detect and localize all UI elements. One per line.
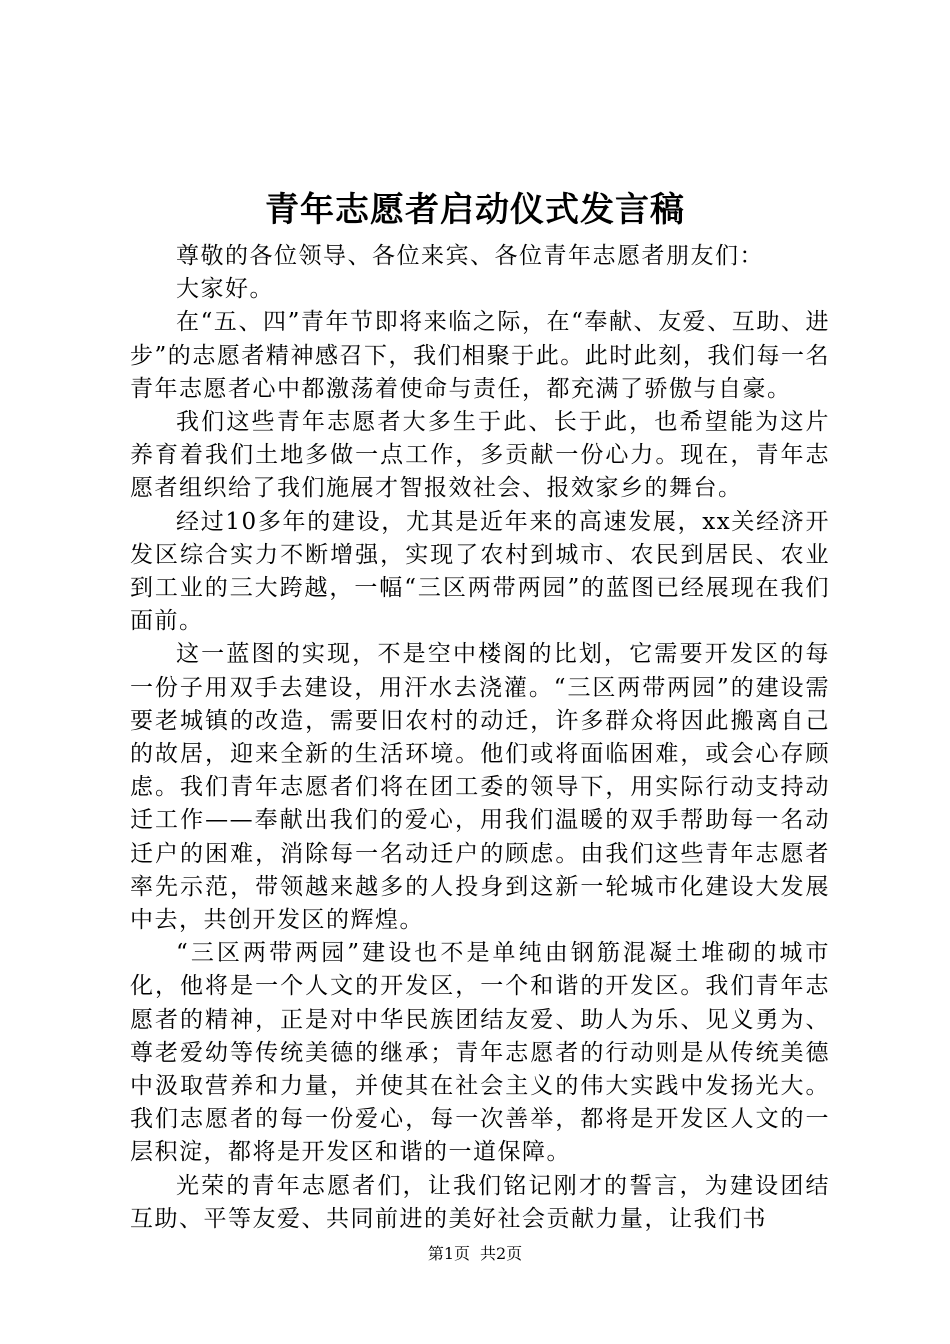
paragraph: “三区两带两园”建设也不是单纯由钢筋混凝土堆砌的城市化，他将是一个人文的开发区，一个和谐的开发区。我们青年志愿者的精神，正是对中华民族团结友爱、助人为乐、见义勇为、尊老爱幼等传统美德的继承；青年志愿者的行动则是从传统美德中汲取营养和力量，并使其在社会主义的伟大实践中发扬光大。我们志愿者的每一份爱心，每一次善举，都将是开发区人文的一层积淀，都将是开发区和谐的一道保障。 <box>130 940 830 1166</box>
page-number-current: 第1页 <box>427 1244 470 1263</box>
document-title: 青年志愿者启动仪式发言稿 <box>265 190 685 230</box>
page-footer <box>0 1243 950 1265</box>
paragraph: 光荣的青年志愿者们，让我们铭记刚才的誓言，为建设团结互助、平等友爱、共同前进的美好社会贡献力量，让我们书 <box>130 1172 830 1232</box>
paragraph: 我们这些青年志愿者大多生于此、长于此，也希望能为这片养育着我们土地多做一点工作，多贡献一份心力。现在，青年志愿者组织给了我们施展才智报效社会、报效家乡的舞台。 <box>130 409 830 502</box>
page-number-total: 共2页 <box>480 1244 523 1263</box>
paragraph-salutation: 尊敬的各位领导、各位来宾、各位青年志愿者朋友们： <box>176 243 764 269</box>
paragraph: 经过10多年的建设，尤其是近年来的高速发展，xx关经济开发区综合实力不断增强，实现了农村到城市、农民到居民、农业到工业的三大跨越，一幅“三区两带两园”的蓝图已经展现在我们面前。 <box>130 508 830 635</box>
document-body <box>130 240 830 1236</box>
paragraph-greeting: 大家好。 <box>176 276 274 303</box>
paragraph: 这一蓝图的实现，不是空中楼阁的比划，它需要开发区的每一份子用双手去建设，用汗水去浇灌。“三区两带两园”的建设需要老城镇的改造，需要旧农村的动迁，许多群众将因此搬离自己的故居，迎来全新的生活环境。他们或将面临困难，或会心存顾虑。我们青年志愿者们将在团工委的领导下，用实际行动支持动迁工作——奉献出我们的爱心，用我们温暖的双手帮助每一名动迁户的困难，消除每一名动迁户的顾虑。由我们这些青年志愿者率先示范，带领越来越多的人投身到这新一轮城市化建设大发展中去，共创开发区的辉煌。 <box>130 641 830 934</box>
paragraph: 在“五、四”青年节即将来临之际，在“奉献、友爱、互助、进步”的志愿者精神感召下，我们相聚于此。此时此刻，我们每一名青年志愿者心中都激荡着使命与责任，都充满了骄傲与自豪。 <box>130 309 830 402</box>
